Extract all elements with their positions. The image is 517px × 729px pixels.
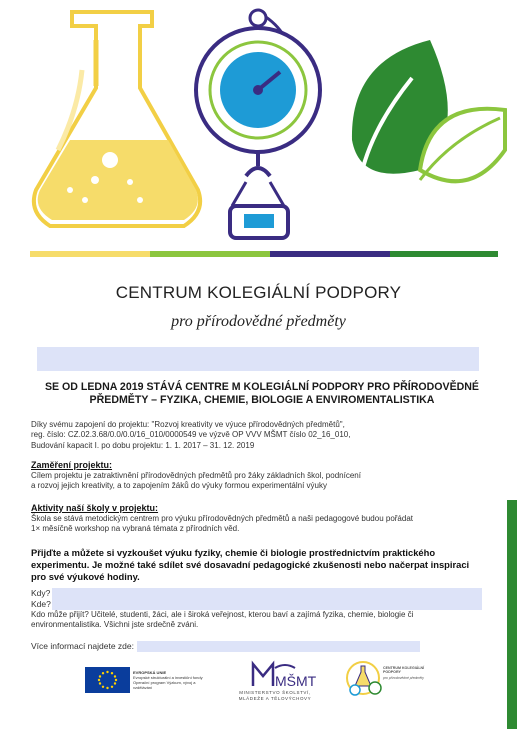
ckp-title: CENTRUM KOLEGIÁLNÍ PODPORY [383,666,425,674]
activities-line: Škola se stává metodickým centrem pro výuku přírodovědných předmětů a naši pedagogové budou pořádat [31,514,413,523]
title-field[interactable] [37,347,479,371]
page-subtitle: pro přírodovědné předměty [171,313,346,330]
who-line: environmentalistika. Všichni jste srdečně zváni. [31,620,199,630]
eu-line: Operační program Výzkum, vývoj a vzdělávání [133,680,196,690]
eu-line: EVROPSKÁ UNIE [133,670,167,675]
eu-flag-icon [85,667,130,693]
who-text [31,610,501,631]
project-line: reg. číslo: CZ.02.3.68/0.0/0.0/16_010/0000549 ve výzvě OP VVV MŠMT číslo 02_16_010, [31,430,351,440]
color-stripe [30,251,498,257]
eu-caption [133,670,213,690]
who-line: Kdo může přijít? Učitelé, studenti, žáci, ale i široká veřejnost, kterou baví a zajímá fyzika, chemie, biologie či [31,610,414,619]
when-label: Kdy? [31,588,51,598]
msmt-logo-icon [245,660,317,689]
invitation-line: Přijďte a můžete si vyzkoušet výuku fyziky, chemie či biologie prostřednictvím praktického [31,547,436,558]
page-title: CENTRUM KOLEGIÁLNÍ PODPORY [115,283,402,302]
where-field[interactable] [52,599,482,610]
ckp-subtitle: pro přírodovědné předměty [383,676,424,680]
project-line: Díky svému zapojení do projektu: "Rozvoj kreativity ve výuce přírodovědných předmětů", [31,420,345,429]
activities-line: 1× měsíčně workshop na vybraná témata z přírodních věd. [31,524,240,534]
msmt-logo-text: MŠMT [275,673,317,689]
msmt-line: MINISTERSTVO ŠKOLSTVÍ, [239,690,311,695]
eu-line: Evropské strukturální a investiční fondy [133,675,203,680]
msmt-line: MLÁDEŽE A TĚLOVÝCHOVY [238,696,312,701]
focus-section [31,460,491,492]
flask-icon [34,12,200,226]
msmt-caption [225,690,325,702]
leaves-icon [352,40,505,181]
side-accent [507,500,517,729]
activities-heading: Aktivity naší školy v projektu: [31,503,159,513]
invitation-line: pro své výukové hodiny. [31,571,140,582]
project-info [31,420,491,451]
headline: SE OD LEDNA 2019 STÁVÁ CENTRE M KOLEGIÁLNÍ PODPORY PRO PŘÍRODOVĚDNÉ PŘEDMĚTY – FYZIKA, CHEMIE, BIOLOGIE A ENVIROMENTALISTIKA [44,381,480,406]
hero-illustration [0,0,517,250]
activities-section [31,503,491,535]
project-line: Budování kapacit I. po dobu projektu: 1. 1. 2017 – 31. 12. 2019 [31,440,255,450]
invitation-line: experimentu. Je možné také sdílet své dosavadní pedagogické zkušenosti nebo načerpat inspiraci [31,559,470,570]
more-info-field[interactable] [137,641,420,652]
when-field[interactable] [52,588,482,599]
focus-heading: Zaměření projektu: [31,460,113,470]
stopwatch-scale-icon [196,10,320,238]
where-label: Kde? [31,599,51,609]
more-info-label: Více informací najdete zde: [31,641,135,651]
focus-line: Cílem projektu je zatraktivnění přírodovědných předmětů pro žáky základních škol, podnícení [31,471,361,480]
invitation [31,547,491,583]
focus-line: a rozvoj jejich kreativity, a to zapojením žáků do výuky formou experimentální výuky [31,481,327,491]
